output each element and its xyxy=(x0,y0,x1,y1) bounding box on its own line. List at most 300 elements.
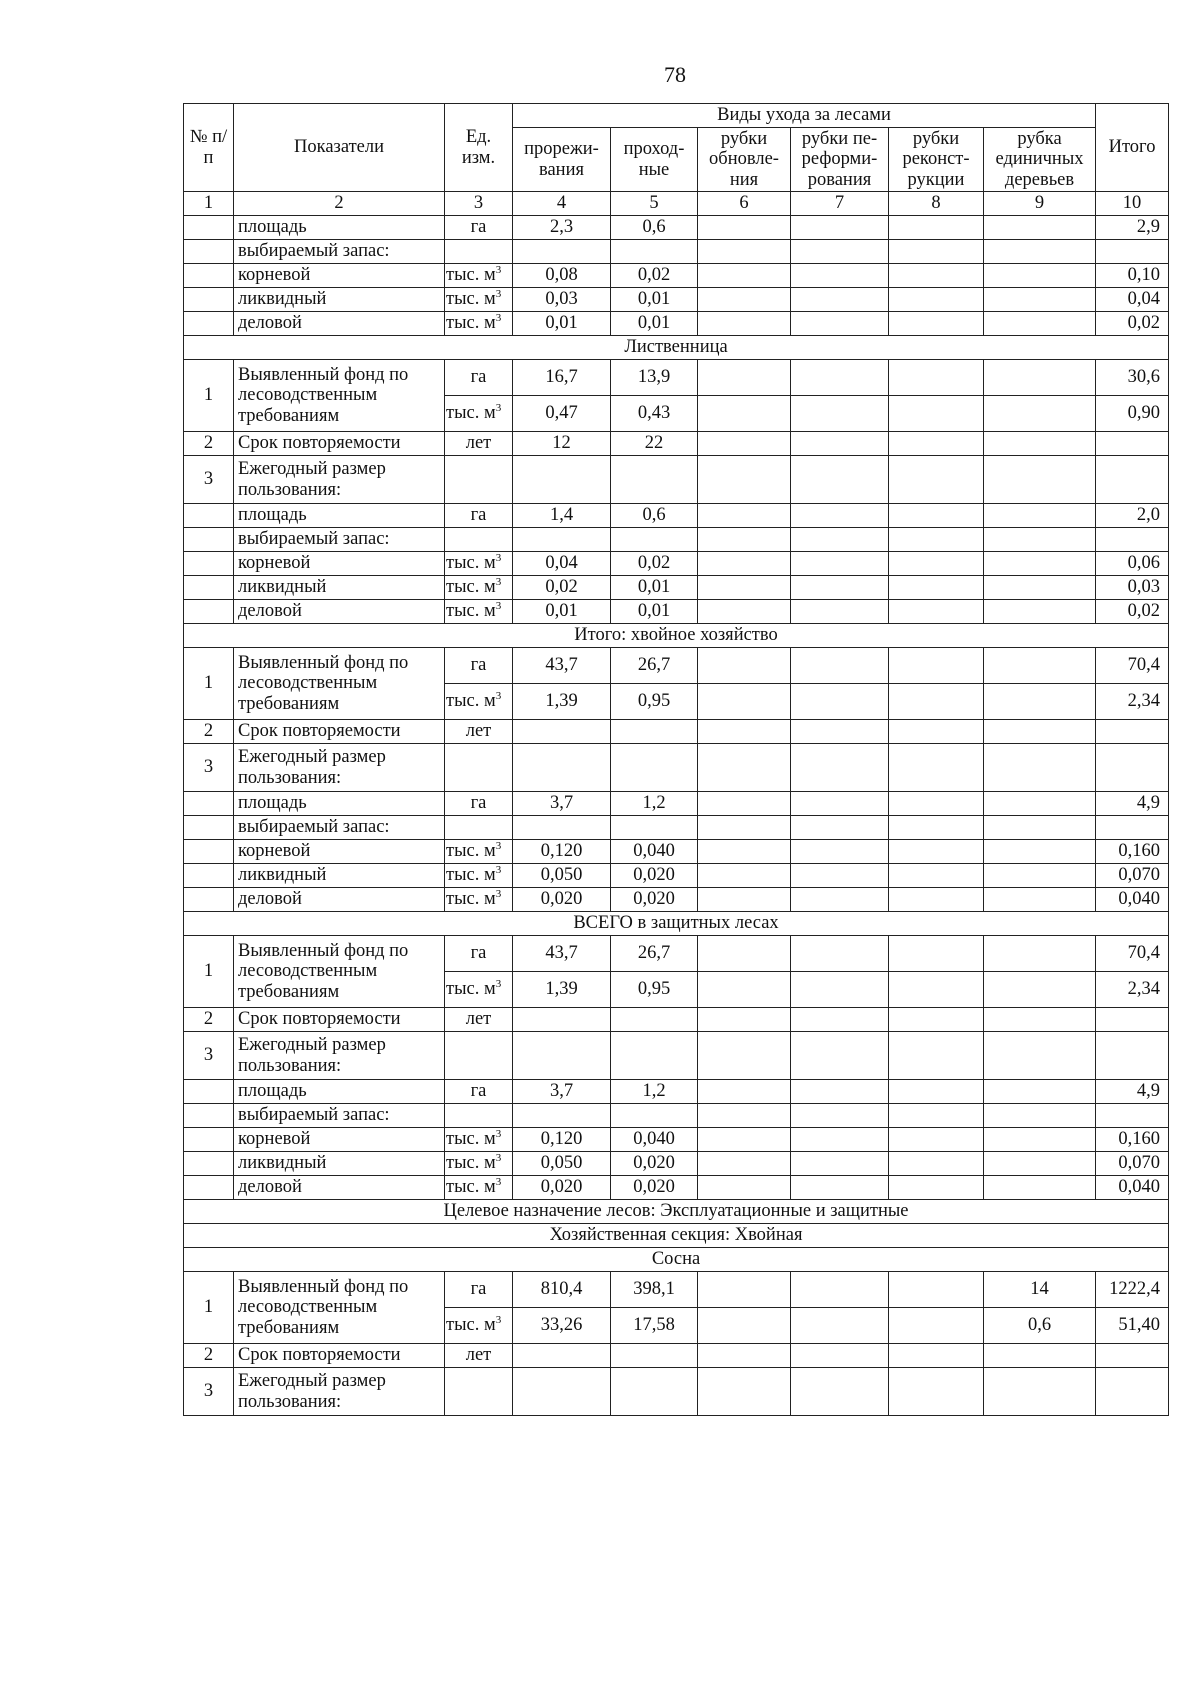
unit-text: тыс. м xyxy=(446,403,496,424)
value-cell xyxy=(698,1368,791,1416)
value-cell: 0,02 xyxy=(611,264,698,288)
value-cell xyxy=(791,864,889,888)
value-cell xyxy=(889,888,984,912)
unit-cell xyxy=(445,552,513,576)
header-total: Итого xyxy=(1096,104,1169,192)
value-cell xyxy=(984,528,1096,552)
row-label: выбираемый запас: xyxy=(234,240,445,264)
value-cell xyxy=(889,576,984,600)
value-cell xyxy=(984,1080,1096,1104)
value-cell xyxy=(513,1032,611,1080)
total-cell: 0,160 xyxy=(1096,1128,1169,1152)
row-label: площадь xyxy=(234,216,445,240)
value-cell xyxy=(984,576,1096,600)
value-cell xyxy=(791,240,889,264)
row-number xyxy=(184,576,234,600)
value-cell xyxy=(984,288,1096,312)
value-cell xyxy=(889,684,984,720)
value-cell xyxy=(984,972,1096,1008)
page-number: 78 xyxy=(664,62,686,87)
total-cell xyxy=(1096,1032,1169,1080)
value-cell xyxy=(698,456,791,504)
unit-cell xyxy=(445,312,513,336)
value-cell: 0,01 xyxy=(513,312,611,336)
value-cell xyxy=(791,792,889,816)
unit-cell: га xyxy=(445,1272,513,1308)
value-cell xyxy=(698,792,791,816)
value-cell xyxy=(698,1128,791,1152)
total-cell xyxy=(1096,456,1169,504)
value-cell xyxy=(984,396,1096,432)
table-row xyxy=(184,288,1169,312)
row-number xyxy=(184,528,234,552)
value-cell xyxy=(984,792,1096,816)
table-row xyxy=(184,1368,1169,1416)
value-cell xyxy=(889,1308,984,1344)
value-cell xyxy=(984,216,1096,240)
row-number xyxy=(184,1152,234,1176)
value-cell xyxy=(791,312,889,336)
table-row xyxy=(184,1344,1169,1368)
value-cell: 0,47 xyxy=(513,396,611,432)
value-cell: 14 xyxy=(984,1272,1096,1308)
value-cell xyxy=(984,552,1096,576)
value-cell xyxy=(791,1032,889,1080)
value-cell xyxy=(611,1008,698,1032)
row-number xyxy=(184,312,234,336)
header-col-single-trees: рубка единичных деревьев xyxy=(984,128,1096,192)
value-cell xyxy=(889,1032,984,1080)
unit-cell: лет xyxy=(445,432,513,456)
value-cell xyxy=(984,1128,1096,1152)
section-row xyxy=(184,1200,1169,1224)
unit-exponent: 3 xyxy=(495,312,502,325)
total-cell: 0,070 xyxy=(1096,1152,1169,1176)
value-cell: 0,050 xyxy=(513,864,611,888)
value-cell: 0,43 xyxy=(611,396,698,432)
value-cell xyxy=(984,936,1096,972)
table-row xyxy=(184,792,1169,816)
unit-cell: га xyxy=(445,936,513,972)
unit-text: тыс. м xyxy=(446,1177,496,1198)
row-label: корневой xyxy=(234,552,445,576)
value-cell xyxy=(791,360,889,396)
unit-text: тыс. м xyxy=(446,313,496,334)
table-row xyxy=(184,264,1169,288)
value-cell xyxy=(791,648,889,684)
value-cell xyxy=(889,792,984,816)
value-cell: 0,02 xyxy=(611,552,698,576)
unit-cell xyxy=(445,840,513,864)
value-cell: 0,95 xyxy=(611,684,698,720)
value-cell xyxy=(698,432,791,456)
row-number xyxy=(184,1080,234,1104)
section-title: Лиственница xyxy=(184,336,1169,360)
value-cell xyxy=(984,864,1096,888)
row-number xyxy=(184,1128,234,1152)
value-cell xyxy=(984,1152,1096,1176)
row-number xyxy=(184,600,234,624)
value-cell xyxy=(889,240,984,264)
value-cell xyxy=(698,888,791,912)
row-label: Срок повторяемости xyxy=(234,1344,445,1368)
table-row xyxy=(184,600,1169,624)
unit-cell: лет xyxy=(445,1344,513,1368)
value-cell xyxy=(889,1128,984,1152)
value-cell: 0,01 xyxy=(611,312,698,336)
row-label: Выявленный фонд по лесоводственным требованиям xyxy=(234,936,445,1008)
unit-cell xyxy=(445,1104,513,1128)
unit-exponent: 3 xyxy=(495,978,502,991)
row-label: Срок повторяемости xyxy=(234,432,445,456)
colnum-10: 10 xyxy=(1096,192,1169,216)
value-cell xyxy=(791,288,889,312)
value-cell xyxy=(984,1344,1096,1368)
value-cell xyxy=(513,240,611,264)
unit-cell xyxy=(445,1152,513,1176)
value-cell: 0,95 xyxy=(611,972,698,1008)
total-cell: 70,4 xyxy=(1096,648,1169,684)
total-cell: 0,040 xyxy=(1096,1176,1169,1200)
value-cell: 0,03 xyxy=(513,288,611,312)
unit-cell xyxy=(445,816,513,840)
table-row xyxy=(184,1032,1169,1080)
value-cell xyxy=(889,648,984,684)
value-cell xyxy=(889,288,984,312)
value-cell xyxy=(698,216,791,240)
value-cell xyxy=(984,1176,1096,1200)
unit-exponent: 3 xyxy=(495,576,502,589)
value-cell xyxy=(698,1008,791,1032)
total-cell xyxy=(1096,528,1169,552)
section-title: ВСЕГО в защитных лесах xyxy=(184,912,1169,936)
table-row xyxy=(184,576,1169,600)
row-label: Выявленный фонд по лесоводственным требованиям xyxy=(234,648,445,720)
unit-text: тыс. м xyxy=(446,1129,496,1150)
value-cell xyxy=(698,1308,791,1344)
value-cell xyxy=(791,1176,889,1200)
value-cell xyxy=(698,240,791,264)
value-cell xyxy=(889,360,984,396)
value-cell: 0,01 xyxy=(611,576,698,600)
value-cell: 0,01 xyxy=(611,600,698,624)
row-number xyxy=(184,504,234,528)
value-cell: 1,39 xyxy=(513,684,611,720)
value-cell xyxy=(889,216,984,240)
value-cell xyxy=(889,744,984,792)
value-cell xyxy=(791,396,889,432)
row-label: корневой xyxy=(234,264,445,288)
row-number: 1 xyxy=(184,936,234,1008)
value-cell xyxy=(513,744,611,792)
value-cell xyxy=(889,552,984,576)
value-cell xyxy=(984,504,1096,528)
row-label: деловой xyxy=(234,888,445,912)
total-cell xyxy=(1096,1344,1169,1368)
row-label: Ежегодный размер пользования: xyxy=(234,456,445,504)
value-cell xyxy=(698,1176,791,1200)
value-cell: 0,040 xyxy=(611,1128,698,1152)
header-col-renewal: рубки обновле-ния xyxy=(698,128,791,192)
value-cell xyxy=(513,1344,611,1368)
value-cell xyxy=(791,1152,889,1176)
unit-text: тыс. м xyxy=(446,691,496,712)
header-col-passing: проход-ные xyxy=(611,128,698,192)
total-cell: 0,02 xyxy=(1096,312,1169,336)
value-cell: 0,6 xyxy=(984,1308,1096,1344)
header-unit: Ед. изм. xyxy=(445,104,513,192)
row-label: ликвидный xyxy=(234,288,445,312)
unit-exponent: 3 xyxy=(495,1152,502,1165)
value-cell xyxy=(698,264,791,288)
unit-cell xyxy=(445,576,513,600)
value-cell xyxy=(698,1032,791,1080)
total-cell xyxy=(1096,240,1169,264)
value-cell xyxy=(698,1104,791,1128)
row-label: Выявленный фонд по лесоводственным требованиям xyxy=(234,1272,445,1344)
total-cell: 4,9 xyxy=(1096,1080,1169,1104)
value-cell xyxy=(984,432,1096,456)
value-cell xyxy=(984,744,1096,792)
value-cell xyxy=(791,1080,889,1104)
colnum-1: 1 xyxy=(184,192,234,216)
value-cell xyxy=(698,1272,791,1308)
total-cell: 0,02 xyxy=(1096,600,1169,624)
value-cell xyxy=(698,552,791,576)
value-cell xyxy=(984,840,1096,864)
value-cell xyxy=(791,432,889,456)
table-row xyxy=(184,1152,1169,1176)
unit-cell xyxy=(445,684,513,720)
value-cell xyxy=(791,1104,889,1128)
table-row xyxy=(184,888,1169,912)
total-cell: 2,9 xyxy=(1096,216,1169,240)
unit-text: тыс. м xyxy=(446,553,496,574)
value-cell xyxy=(984,360,1096,396)
row-label: Срок повторяемости xyxy=(234,720,445,744)
row-label: корневой xyxy=(234,1128,445,1152)
table-row xyxy=(184,432,1169,456)
value-cell xyxy=(889,504,984,528)
value-cell: 0,050 xyxy=(513,1152,611,1176)
value-cell xyxy=(889,600,984,624)
colnum-4: 4 xyxy=(513,192,611,216)
forest-care-table xyxy=(183,103,1169,1416)
unit-exponent: 3 xyxy=(495,1314,502,1327)
total-cell: 2,34 xyxy=(1096,684,1169,720)
unit-exponent: 3 xyxy=(495,1128,502,1141)
value-cell xyxy=(791,1128,889,1152)
value-cell xyxy=(791,720,889,744)
unit-cell: га xyxy=(445,648,513,684)
total-cell xyxy=(1096,432,1169,456)
unit-exponent: 3 xyxy=(495,552,502,565)
value-cell xyxy=(984,1368,1096,1416)
row-number: 3 xyxy=(184,456,234,504)
row-number xyxy=(184,264,234,288)
value-cell xyxy=(698,684,791,720)
value-cell xyxy=(791,1308,889,1344)
value-cell: 2,3 xyxy=(513,216,611,240)
value-cell xyxy=(611,720,698,744)
unit-cell xyxy=(445,456,513,504)
value-cell: 1,2 xyxy=(611,1080,698,1104)
section-row xyxy=(184,912,1169,936)
unit-text: тыс. м xyxy=(446,1153,496,1174)
section-row xyxy=(184,624,1169,648)
value-cell xyxy=(984,648,1096,684)
row-number xyxy=(184,216,234,240)
value-cell xyxy=(698,1152,791,1176)
value-cell: 33,26 xyxy=(513,1308,611,1344)
value-cell: 43,7 xyxy=(513,648,611,684)
row-number xyxy=(184,840,234,864)
value-cell xyxy=(791,936,889,972)
unit-text: тыс. м xyxy=(446,979,496,1000)
unit-exponent: 3 xyxy=(495,888,502,901)
value-cell: 1,39 xyxy=(513,972,611,1008)
table-row xyxy=(184,216,1169,240)
row-label: выбираемый запас: xyxy=(234,1104,445,1128)
value-cell xyxy=(984,816,1096,840)
value-cell xyxy=(791,684,889,720)
value-cell xyxy=(513,1104,611,1128)
unit-exponent: 3 xyxy=(495,264,502,277)
value-cell xyxy=(611,1032,698,1080)
value-cell xyxy=(611,816,698,840)
value-cell xyxy=(611,528,698,552)
value-cell: 810,4 xyxy=(513,1272,611,1308)
row-label: Ежегодный размер пользования: xyxy=(234,1368,445,1416)
total-cell xyxy=(1096,744,1169,792)
value-cell xyxy=(889,432,984,456)
row-number: 1 xyxy=(184,648,234,720)
header-col-reformation: рубки пе-реформи-рования xyxy=(791,128,889,192)
table-row xyxy=(184,360,1169,396)
colnum-3: 3 xyxy=(445,192,513,216)
unit-exponent: 3 xyxy=(495,288,502,301)
row-label: Срок повторяемости xyxy=(234,1008,445,1032)
unit-text: тыс. м xyxy=(446,577,496,598)
table-row xyxy=(184,816,1169,840)
value-cell: 17,58 xyxy=(611,1308,698,1344)
value-cell: 0,01 xyxy=(513,600,611,624)
unit-cell: га xyxy=(445,1080,513,1104)
value-cell xyxy=(698,600,791,624)
value-cell xyxy=(698,396,791,432)
colnum-8: 8 xyxy=(889,192,984,216)
unit-text: тыс. м xyxy=(446,1315,496,1336)
value-cell xyxy=(698,504,791,528)
value-cell: 3,7 xyxy=(513,792,611,816)
unit-cell: га xyxy=(445,360,513,396)
value-cell xyxy=(513,528,611,552)
total-cell: 4,9 xyxy=(1096,792,1169,816)
value-cell xyxy=(698,720,791,744)
row-number xyxy=(184,792,234,816)
value-cell: 0,020 xyxy=(611,1152,698,1176)
value-cell xyxy=(791,1272,889,1308)
row-number: 3 xyxy=(184,1032,234,1080)
table-row xyxy=(184,528,1169,552)
total-cell xyxy=(1096,1008,1169,1032)
total-cell: 0,040 xyxy=(1096,888,1169,912)
unit-cell: га xyxy=(445,216,513,240)
section-row xyxy=(184,336,1169,360)
row-label: ликвидный xyxy=(234,1152,445,1176)
row-number xyxy=(184,1176,234,1200)
unit-cell: лет xyxy=(445,1008,513,1032)
value-cell xyxy=(611,1104,698,1128)
value-cell xyxy=(889,840,984,864)
table-row xyxy=(184,240,1169,264)
unit-cell xyxy=(445,528,513,552)
value-cell: 13,9 xyxy=(611,360,698,396)
value-cell xyxy=(889,264,984,288)
value-cell xyxy=(984,1008,1096,1032)
unit-cell xyxy=(445,1308,513,1344)
row-number xyxy=(184,288,234,312)
total-cell: 0,90 xyxy=(1096,396,1169,432)
row-label: деловой xyxy=(234,312,445,336)
unit-cell xyxy=(445,396,513,432)
value-cell: 0,020 xyxy=(611,864,698,888)
header-col-thinning: прорежи-вания xyxy=(513,128,611,192)
row-label: Ежегодный размер пользования: xyxy=(234,744,445,792)
unit-text: тыс. м xyxy=(446,601,496,622)
unit-exponent: 3 xyxy=(495,402,502,415)
value-cell: 1,4 xyxy=(513,504,611,528)
table-row xyxy=(184,1008,1169,1032)
value-cell xyxy=(698,936,791,972)
value-cell xyxy=(791,504,889,528)
value-cell xyxy=(611,240,698,264)
value-cell xyxy=(698,816,791,840)
row-number xyxy=(184,1104,234,1128)
value-cell xyxy=(791,888,889,912)
row-number: 3 xyxy=(184,1368,234,1416)
total-cell: 0,04 xyxy=(1096,288,1169,312)
colnum-2: 2 xyxy=(234,192,445,216)
row-number: 2 xyxy=(184,1008,234,1032)
table-row xyxy=(184,1176,1169,1200)
value-cell xyxy=(791,600,889,624)
unit-cell xyxy=(445,972,513,1008)
row-label: деловой xyxy=(234,600,445,624)
row-label: корневой xyxy=(234,840,445,864)
value-cell xyxy=(889,1152,984,1176)
unit-cell xyxy=(445,1032,513,1080)
value-cell xyxy=(984,240,1096,264)
table-row xyxy=(184,1128,1169,1152)
value-cell: 26,7 xyxy=(611,648,698,684)
unit-cell xyxy=(445,1128,513,1152)
table-row xyxy=(184,720,1169,744)
value-cell xyxy=(513,816,611,840)
total-cell: 2,34 xyxy=(1096,972,1169,1008)
value-cell xyxy=(611,1344,698,1368)
unit-cell xyxy=(445,864,513,888)
unit-cell: га xyxy=(445,504,513,528)
section-title: Целевое назначение лесов: Эксплуатационные и защитные xyxy=(184,1200,1169,1224)
table-row xyxy=(184,864,1169,888)
value-cell xyxy=(889,1344,984,1368)
value-cell xyxy=(791,552,889,576)
total-cell: 70,4 xyxy=(1096,936,1169,972)
section-row xyxy=(184,1248,1169,1272)
total-cell: 30,6 xyxy=(1096,360,1169,396)
row-label: площадь xyxy=(234,1080,445,1104)
